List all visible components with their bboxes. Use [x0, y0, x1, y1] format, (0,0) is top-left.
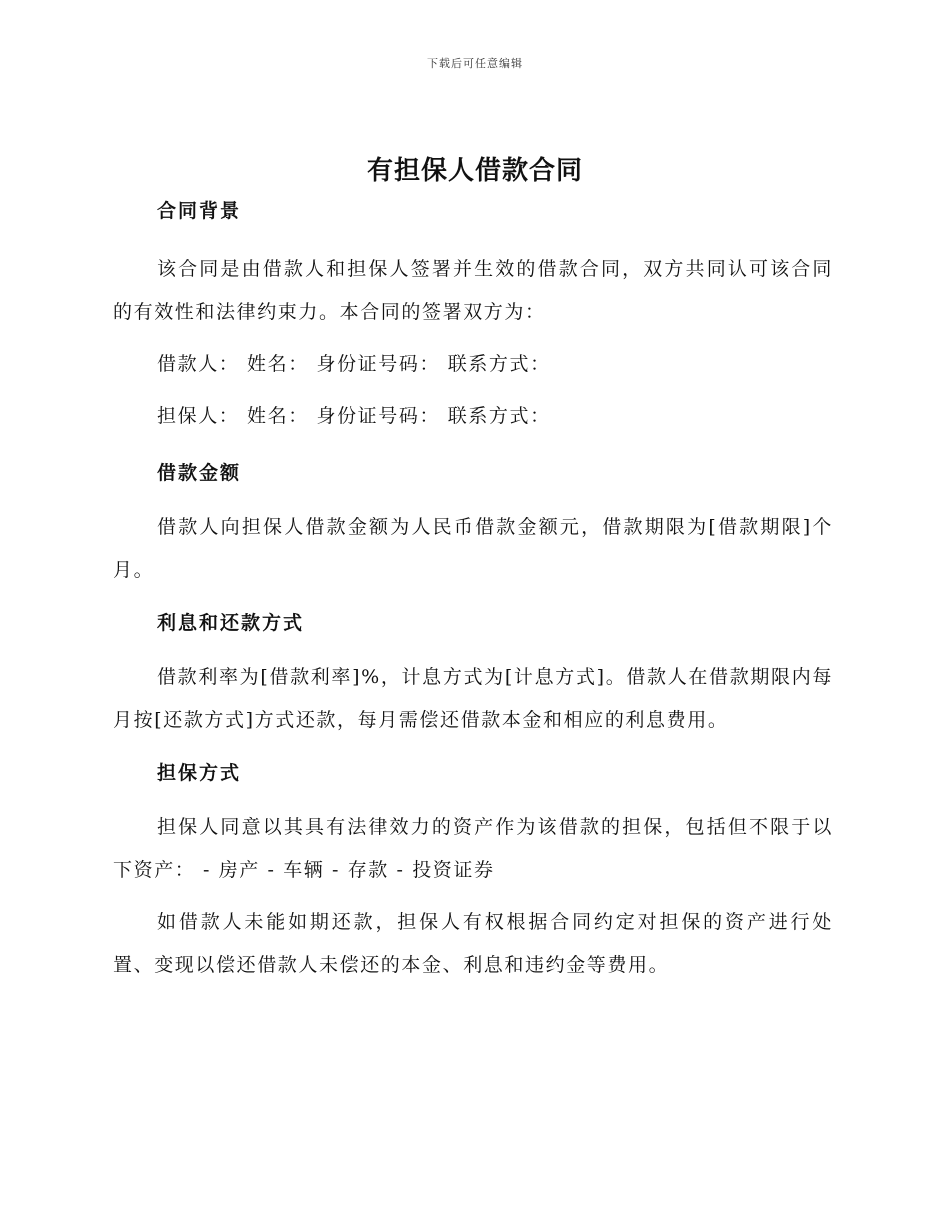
section-heading-guarantee: 担保方式 — [157, 762, 242, 784]
document-body — [113, 196, 833, 987]
paragraph-guarantor: 担保人： 姓名： 身份证号码： 联系方式： — [157, 405, 551, 427]
paragraph: 借款人向担保人借款金额为人民币借款金额元，借款期限为[借款期限]个月。 — [113, 516, 833, 581]
paragraph: 该合同是由借款人和担保人签署并生效的借款合同，双方共同认可该合同的有效性和法律约束力。本合同的签署双方为： — [113, 258, 833, 323]
paragraph-borrower: 借款人： 姓名： 身份证号码： 联系方式： — [157, 353, 551, 375]
paragraph: 担保人同意以其具有法律效力的资产作为该借款的担保，包括但不限于以下资产： - 房产 - 车辆 - 存款 - 投资证券 — [113, 816, 833, 881]
paragraph: 借款利率为[借款利率]%，计息方式为[计息方式]。借款人在借款期限内每月按[还款方式]方式还款，每月需偿还借款本金和相应的利息费用。 — [113, 666, 833, 731]
section-heading-background: 合同背景 — [157, 200, 242, 222]
section-heading-amount: 借款金额 — [157, 462, 242, 484]
section-heading-interest: 利息和还款方式 — [157, 612, 305, 634]
header-note: 下载后可任意编辑 — [427, 57, 523, 70]
document-title: 有担保人借款合同 — [366, 156, 583, 186]
paragraph: 如借款人未能如期还款，担保人有权根据合同约定对担保的资产进行处置、变现以偿还借款人未偿还的本金、利息和违约金等费用。 — [113, 911, 833, 976]
